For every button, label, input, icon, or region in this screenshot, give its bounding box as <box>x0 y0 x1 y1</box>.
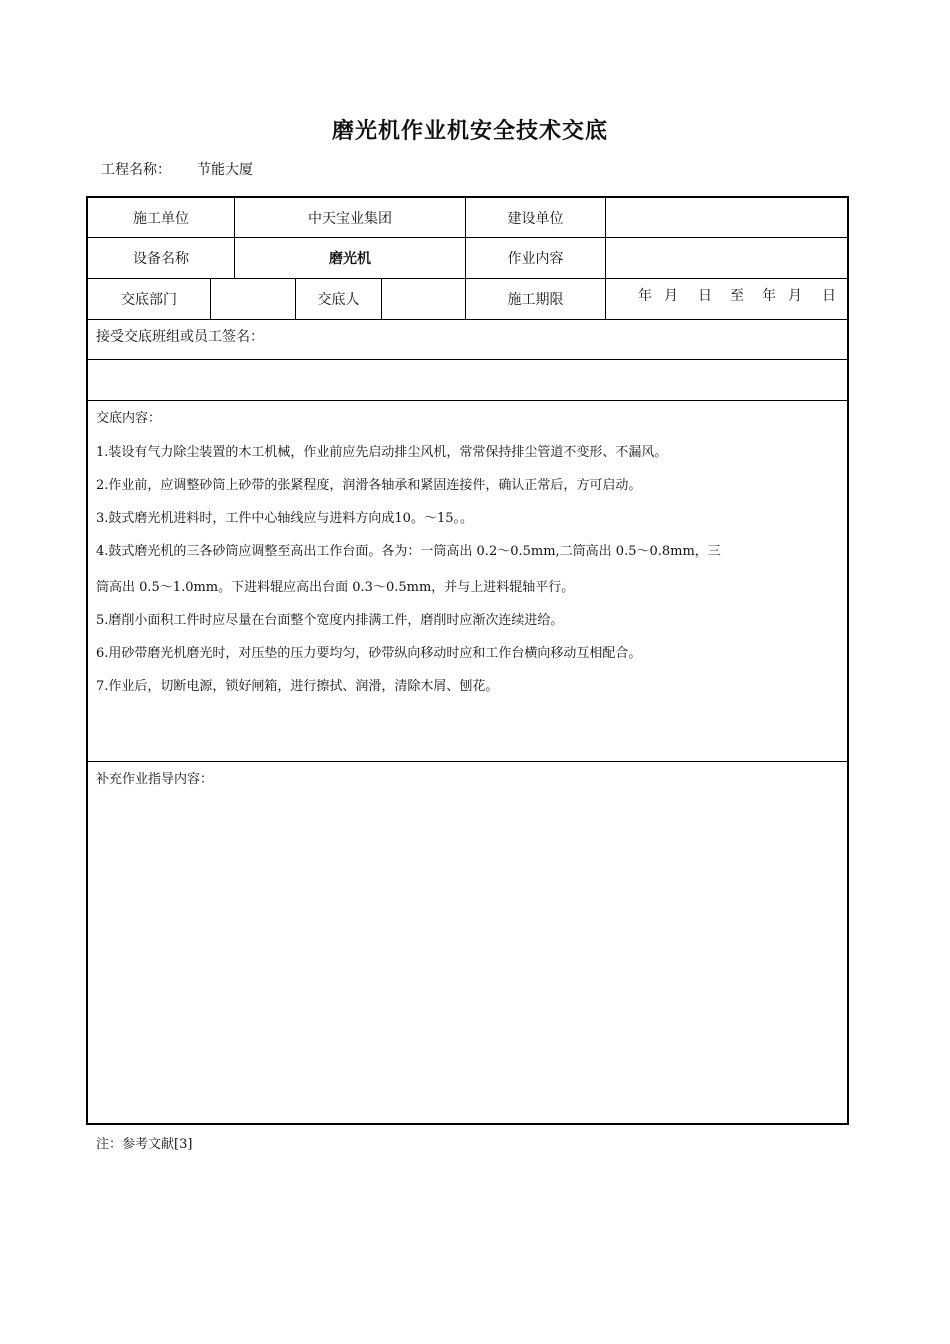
dept-label: 交底部门 <box>121 292 177 308</box>
period-part: 日 <box>822 288 836 304</box>
project-name-label: 工程名称： <box>101 162 171 178</box>
period-label: 施工期限 <box>507 292 564 308</box>
person-value <box>382 279 465 319</box>
equipment-label: 设备名称 <box>133 251 189 267</box>
dept-value <box>211 279 295 319</box>
construction-unit-label: 施工单位 <box>133 210 189 227</box>
period-part: 日 <box>698 288 712 304</box>
period-part: 月 <box>664 288 678 304</box>
content-line: 筒高出 0.5～1.0mm。下进料辊应高出台面 0.3～0.5mm，并与上进料辊轴平行。 <box>96 580 575 595</box>
row-divider <box>88 400 847 401</box>
reference-note: 注：参考文献[3] <box>96 1137 193 1152</box>
content-line: 7.作业后，切断电源，锁好闸箱，进行擦拭、润滑，清除木屑、刨花。 <box>96 679 499 694</box>
row-divider <box>88 761 847 762</box>
equipment-value: 磨光机 <box>329 251 371 267</box>
project-name-value: 节能大厦 <box>197 162 253 178</box>
build-unit-label: 建设单位 <box>507 210 564 227</box>
period-part: 月 <box>788 288 802 304</box>
supplement-label: 补充作业指导内容： <box>96 772 214 787</box>
content-line: 2.作业前，应调整砂筒上砂带的张紧程度，润滑各轴承和紧固连接件，确认正常后，方可启动。 <box>96 478 642 493</box>
period-part: 年 <box>638 288 652 304</box>
signature-label: 接受交底班组或员工签名： <box>96 329 264 345</box>
construction-unit-value: 中天宝业集团 <box>308 210 392 227</box>
person-label: 交底人 <box>317 292 360 308</box>
build-unit-value <box>606 198 849 237</box>
content-line: 5.磨削小面积工件时应尽量在台面整个宽度内排满工件，磨削时应渐次连续进给。 <box>96 613 564 628</box>
content-line: 3.鼓式磨光机进料时，工件中心轴线应与进料方向成10。～15。。 <box>96 511 473 526</box>
content-line: 1.装设有气力除尘装置的木工机械，作业前应先启动排尘风机，常常保持排尘管道不变形、不漏风。 <box>96 445 668 460</box>
period-part: 年 <box>762 288 776 304</box>
content-label: 交底内容： <box>96 411 162 426</box>
project-name-row <box>101 159 253 179</box>
document-title: 磨光机作业机安全技术交底 <box>331 119 608 144</box>
period-value <box>638 285 836 305</box>
row-divider <box>88 359 847 360</box>
period-part: 至 <box>730 288 744 304</box>
work-content-value <box>606 238 849 278</box>
row-divider <box>88 319 847 320</box>
content-line: 4.鼓式磨光机的三各砂筒应调整至高出工作台面。各为：一筒高出 0.2～0.5mm,二筒高出 0.5～0.8mm，三 <box>96 544 721 559</box>
work-content-label: 作业内容 <box>507 251 564 267</box>
content-line: 6.用砂带磨光机磨光时，对压垫的压力要均匀，砂带纵向移动时应和工作台横向移动互相配合。 <box>96 646 642 661</box>
disclosure-table <box>86 196 849 1125</box>
